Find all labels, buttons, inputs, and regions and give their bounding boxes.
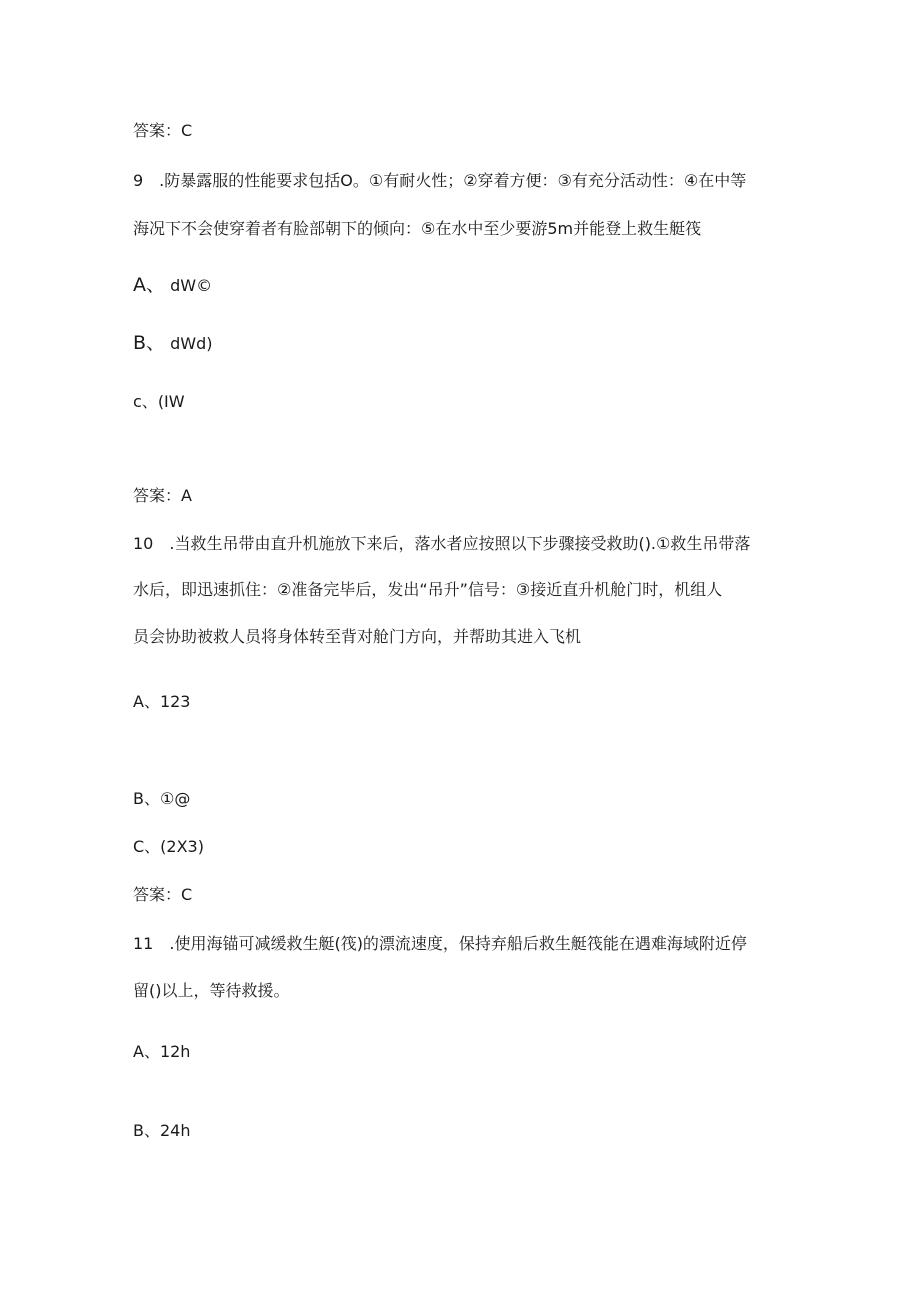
option-10-b: B、①@: [133, 789, 191, 808]
question-10-line-2: 水后，即迅速抓住：②准备完毕后，发出“吊升”信号：③接近直升机舱门时，机组人: [133, 580, 723, 599]
option-11-b: B、24h: [133, 1121, 191, 1140]
option-10-c: C、(2X3): [133, 837, 204, 856]
answer-10: 答案：C: [133, 885, 193, 904]
question-9-line-2: 海况下不会使穿着者有脸部朝下的倾向：⑤在水中至少要游5m并能登上救生艇筏: [133, 219, 702, 238]
question-11-line-1: 11 .使用海锚可减缓救生艇(筏)的漂流速度，保持弃船后救生艇筏能在遇难海域附近停: [133, 934, 747, 953]
option-9-a-text: dW©: [170, 276, 213, 295]
answer-9: 答案：A: [133, 486, 192, 505]
option-10-a: A、123: [133, 692, 191, 711]
question-10-line-1: 10 .当救生吊带由直升机施放下来后，落水者应按照以下步骤接受救助().①救生吊带落: [133, 534, 751, 553]
option-9-a: [133, 275, 212, 296]
question-11-line-2: 留()以上，等待救援。: [133, 981, 290, 1000]
option-9-a-letter: A、: [133, 274, 165, 296]
answer-8: 答案：C: [133, 121, 193, 140]
option-9-c-text: (IW: [157, 392, 185, 411]
option-9-c: [133, 392, 185, 412]
question-9-line-1: 9 .防暴露服的性能要求包括O。①有耐火性；②穿着方便：③有充分活动性：④在中等: [133, 171, 747, 190]
option-11-a: A、12h: [133, 1042, 191, 1061]
question-10-line-3: 员会协助被救人员将身体转至背对舱门方向，并帮助其进入飞机: [133, 627, 582, 646]
option-9-b: [133, 333, 213, 354]
option-9-c-letter: c、: [133, 392, 158, 411]
option-9-b-letter: B、: [133, 332, 166, 354]
option-9-b-text: dWd): [170, 334, 213, 353]
